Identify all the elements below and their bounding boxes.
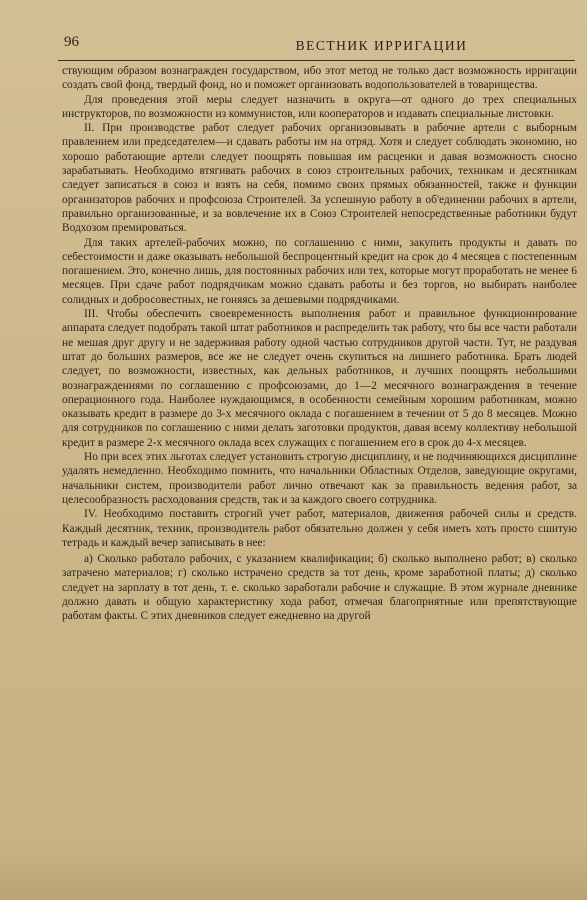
body-text xyxy=(62,64,577,624)
paragraph-continuation: ствующим образом вознагражден государством, ибо этот метод не только даст возможность ирригации создать свой фонд, твердый фонд, но и поможет организовать водопользователей в товарищества. xyxy=(62,65,577,92)
page-header xyxy=(58,34,575,61)
paragraph-journal-items: а) Сколько работало рабочих, с указанием квалификации; б) сколько выполнено работ; в) сколько затрачено материалов; г) сколько истрачено средств за тот день, кроме заработной платы; д) сколько следует на зарплату в тот день, т. е. сколько заработали рабочие и служащие. В этом журнале дневнике должно давать и общую характеристику хода работ, отмечая благоприятные или препятствующие работам факты. С этих дневников следует ежедневно на другой xyxy=(62,553,577,623)
paragraph-instructors: Для проведения этой меры следует назначить в округа—от одного до трех специальных инструкторов, по возможности из коммунистов, или кооператоров и издавать специальные листовки. xyxy=(62,93,577,120)
paragraph-section-3: III. Чтобы обеспечить своевременность выполнения работ и правильное функционирование аппарата следует подобрать такой штат работников и распределить так работу, что бы все части работали не мешая друг другу и не задерживая работу одной частью сотрудников другой части. Тут, не раздувая штат до больших размеров, все же не следует очень скупиться на лишнего работника. Брать людей следует, по возможности, известных, как дельных работников, и лучших поощрять небольшими вознаграждениями по соглашению с профсоюзами, до 1—2 месячного вознаграждения в течение операционного года. Наиболее нуждающимся, в особенности семейным хорошим работникам, можно оказывать кредит в размере до 3-х месячного оклада с погашением в течении от 5 до 8 месяцев. Можно для сотрудников по соглашению с ними делать заготовки продуктов, давая всему коллективу небольшой кредит в размере 2-х месячного оклада всех служащих с погашением его в срок до 4-х месяцев. xyxy=(62,308,577,449)
paragraph-section-2: II. При производстве работ следует рабочих организовывать в рабочие артели с выборным правлением или председателем—и сдавать работы им на отряд. Хотя и следует соблюдать экономию, но хорошо работающие артели следует поощрять повышая им расценки и давая возможность сносно зарабатывать. Необходимо втягивать рабочих в союз строительных рабочих, техникам и десятникам следует записаться в союз и взять на себя, помимо своих прямых обязанностей, также и функции организаторов рабочих и профсоюза Строителей. За успешную работу в об'единении рабочих в артели, правильно организованные, и за вовлечение их в Союз Строителей непосредственные работники будут Водхозом премироваться. xyxy=(62,122,577,235)
paragraph-discipline: Но при всех этих льготах следует установить строгую дисциплину, и не подчиняющихся дисциплине удалять немедленно. Необходимо помнить, что начальники Областных Отделов, заведующие округами, начальники систем, производители работ лично отвечают как за правильность ведения работ, за целесообразность расходования средств, так и за каждого своего сотрудника. xyxy=(62,451,577,506)
page-number: 96 xyxy=(64,34,79,50)
running-title: ВЕСТНИК ИРРИГАЦИИ xyxy=(295,38,468,53)
paragraph-artels-credit: Для таких артелей-рабочих можно, по соглашению с ними, закупить продукты и давать по себестоимости и даже оказывать небольшой беспроцентный кредит на срок до 4 месяцев с постепенным погашением. Это, конечно лишь, для постоянных рабочих или тех, которые могут проработать не менее 6 месяцев. При сдаче работ подрядчикам можно сдавать работы и без торгов, но выбирать наиболее солидных и добросовестных, не гоняясь за дешевыми подрядчиками. xyxy=(62,236,577,306)
paragraph-section-4: IV. Необходимо поставить строгий учет работ, материалов, движения рабочей силы и средств. Каждый десятник, техник, производитель работ обязательно должен у себя иметь хоть просто сшитую тетрадь и каждый вечер записывать в нее: xyxy=(62,508,577,549)
